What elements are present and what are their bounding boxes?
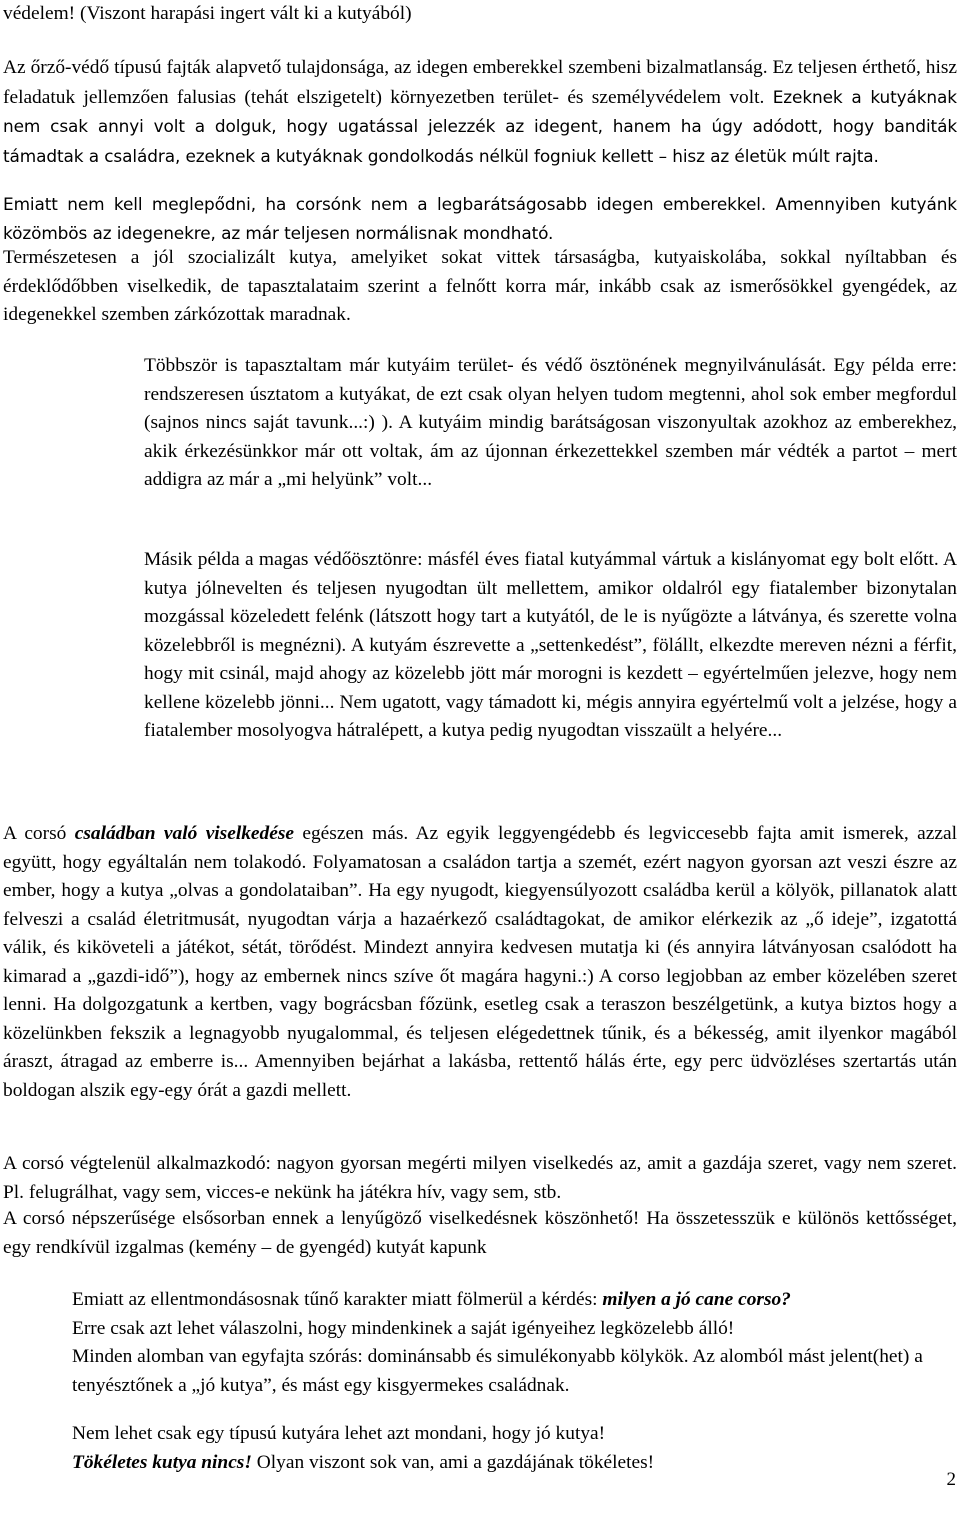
text-line: Emiatt nem kell meglepődni, ha corsónk nem a legbarátságosabb idegen emberekkel. Amennyiben kutyánk közömbös az idegenekre, az már teljesen normálisnak mondható.: [3, 194, 957, 243]
paragraph-socialized: [3, 244, 957, 330]
text-line: védelem! (Viszont harapási ingert vált ki a kutyából): [3, 3, 412, 24]
emphasis-family-behaviour: családban való viselkedése: [74, 823, 294, 844]
text-line: Minden alomban van egyfajta szórás: dominánsabb és simulékonyabb kölykök. Az alomból mást jelent(het) a tenyésztőnek a „jó kutya”, és mást egy kisgyermekes családnak.: [72, 1346, 923, 1396]
paragraph-question: [72, 1286, 957, 1400]
emphasis-question: milyen a jó cane corso?: [602, 1289, 791, 1310]
text-run: Olyan viszont sok van, ami a gazdájának tökéletes!: [251, 1451, 655, 1473]
page-number: 2: [946, 1469, 956, 1490]
text-line: A corsó népszerűsége elsősorban ennek a lenyűgöző viselkedésnek köszönhető! Ha összetesszük e különös kettősséget, egy rendkívül izgalmas (kemény – de gyengéd) kutyát kapunk: [3, 1208, 957, 1258]
text-line: Természetesen a jól szocializált kutya, amelyiket sokat vittek társaságba, kutyaiskolába, sokkal nyíltabban és érdeklődőbben viselkedik, de tapasztalataim szerint a felnőtt korra már, inkább csak az ismerősökkel gyengédek, az idegenekkel szemben zárkózottak maradnak.: [3, 247, 957, 325]
text-run: egészen más. Az egyik leggyengédebb és legviccesebb fajta amit ismerek, azzal együtt, hogy egyáltalán nem tolakodó. Folyamatosan a családon tartja a szemét, ezért nagyon gyorsan azt veszi észre az ember, hogy a kutya „olvas a gondolataiban”. Ha egy nyugodt, kiegyensúlyozott családba kerül a kölyök, pillanatok alatt felveszi a család életritmusát, nyugodtan várja a hazaérkező családtagokat, de amikor elérkezik az „ő ideje”, izgatottá válik, és kiköveteli a játékot, sétát, törődést. Mindezt annyira kedvesen mutatja ki (és annyira látványosan csalódott ha kimarad a „gazdi-idő”), hogy az embernek nincs szíve őt magára hagyni.:) A corso legjobban az ember közelében szeret lenni. Ha dolgozgatunk a kertben, vagy bográcsban főzünk, esetleg csak a teraszon beszélgetünk, a kutya biztos hogy a közelünkben fekszik a legnagyobb nyugalommal, és teljesen elégedettnek tűnik, és a békesség, amit ilyenkor magából áraszt, átragad az emberre is... Amennyiben bejárhat a lakásba, rettentő hálás érte, egy perc üdvözléses szertartás után boldogan alszik egy-egy órát a gazdi mellett.: [3, 823, 957, 1101]
emphasis-no-perfect-dog: Tökéletes kutya nincs!: [72, 1451, 252, 1473]
paragraph-adaptive: [3, 1150, 957, 1207]
text-line: Nem lehet csak egy típusú kutyára lehet azt mondani, hogy jó kutya!: [72, 1423, 606, 1444]
paragraph-conclusion: [72, 1420, 957, 1477]
text-serif: Az őrző-védő típusú fajták alapvető tulajdonsága, az idegen emberekkel szembeni bizalmatlanság. Ez teljesen érthető, hisz feladatuk jellemzően falusias (tehát elszigetelt) környezetben terület- és személyvédelem volt.: [3, 57, 957, 108]
text-line: Többször is tapasztaltam már kutyáim terület- és védő ösztönének megnyilvánulását. Egy példa erre: rendszeresen úsztatom a kutyákat, de ezt csak olyan helyen tudom megtenni, ahol sok ember megfordul (sajnos nincs saját tavunk...:) ). A kutyáim mindig barátságosan viszonyultak azokhoz az emberekhez, akik érkezésünkkor már ott voltak, ám az újonnan érkezettekkel szemben már védték a partot – mert addigra az már a „mi helyünk” volt...: [144, 355, 957, 490]
paragraph-guard-breeds: [3, 54, 957, 171]
paragraph-not-surprised: [3, 190, 957, 247]
text-line: Erre csak azt lehet válaszolni, hogy mindenkinek a saját igényeihez legközelebb álló!: [72, 1317, 735, 1339]
text-sans: Ezeknek a kutyáknak nem csak annyi volt a dolguk, hogy ugatással jelezzék az idegent, hanem ha úgy adódott, hogy banditák támadtak a családra, ezeknek a kutyáknak gondolkodás nélkül fogniuk kellett – hisz az életük múlt rajta.: [3, 86, 957, 166]
text-line: Másik példa a magas védőösztönre: másfél éves fiatal kutyámmal vártuk a kislányomat egy bolt előtt. A kutya jólnevelten és teljesen nyugodtan ült mellettem, amikor oldalról egy fiatalember bizonytalan mozgással közeledett felénk (látszott hogy tart a kutyától, de le is nyűgözte a látványa, és szerette volna közelebbről is megnézni). A kutyám észrevette a „settenkedést”, fölállt, elkezdte mereven nézni a férfit, hogy mit csinál, majd ahogy az közelebb jött már morogni is kezdett – egyértelműen jelezve, hogy nem kellene közelebb jönni... Nem ugatott, vagy támadott ki, mégis annyira egyértelmű volt a jelzése, hogy a fiatalember mosolyogva hátralépett, a kutya pedig nyugodtan visszaült a helyére...: [144, 549, 957, 741]
paragraph-example-swimming: [144, 352, 957, 495]
paragraph-example-shop: [144, 546, 957, 746]
paragraph-intro-line: [3, 0, 957, 29]
text-run: Emiatt az ellentmondásosnak tűnő karakter miatt fölmerül a kérdés:: [72, 1289, 603, 1310]
paragraph-family-behaviour: [3, 820, 957, 1105]
text-line: A corsó végtelenül alkalmazkodó: nagyon gyorsan megérti milyen viselkedés az, amit a gazdája szeret, vagy nem szeret. Pl. felugrálhat, vagy sem, vicces-e nekünk ha játékra hív, vagy sem, stb.: [3, 1153, 957, 1203]
paragraph-popularity: [3, 1205, 957, 1262]
text-run: A corsó: [3, 823, 75, 844]
